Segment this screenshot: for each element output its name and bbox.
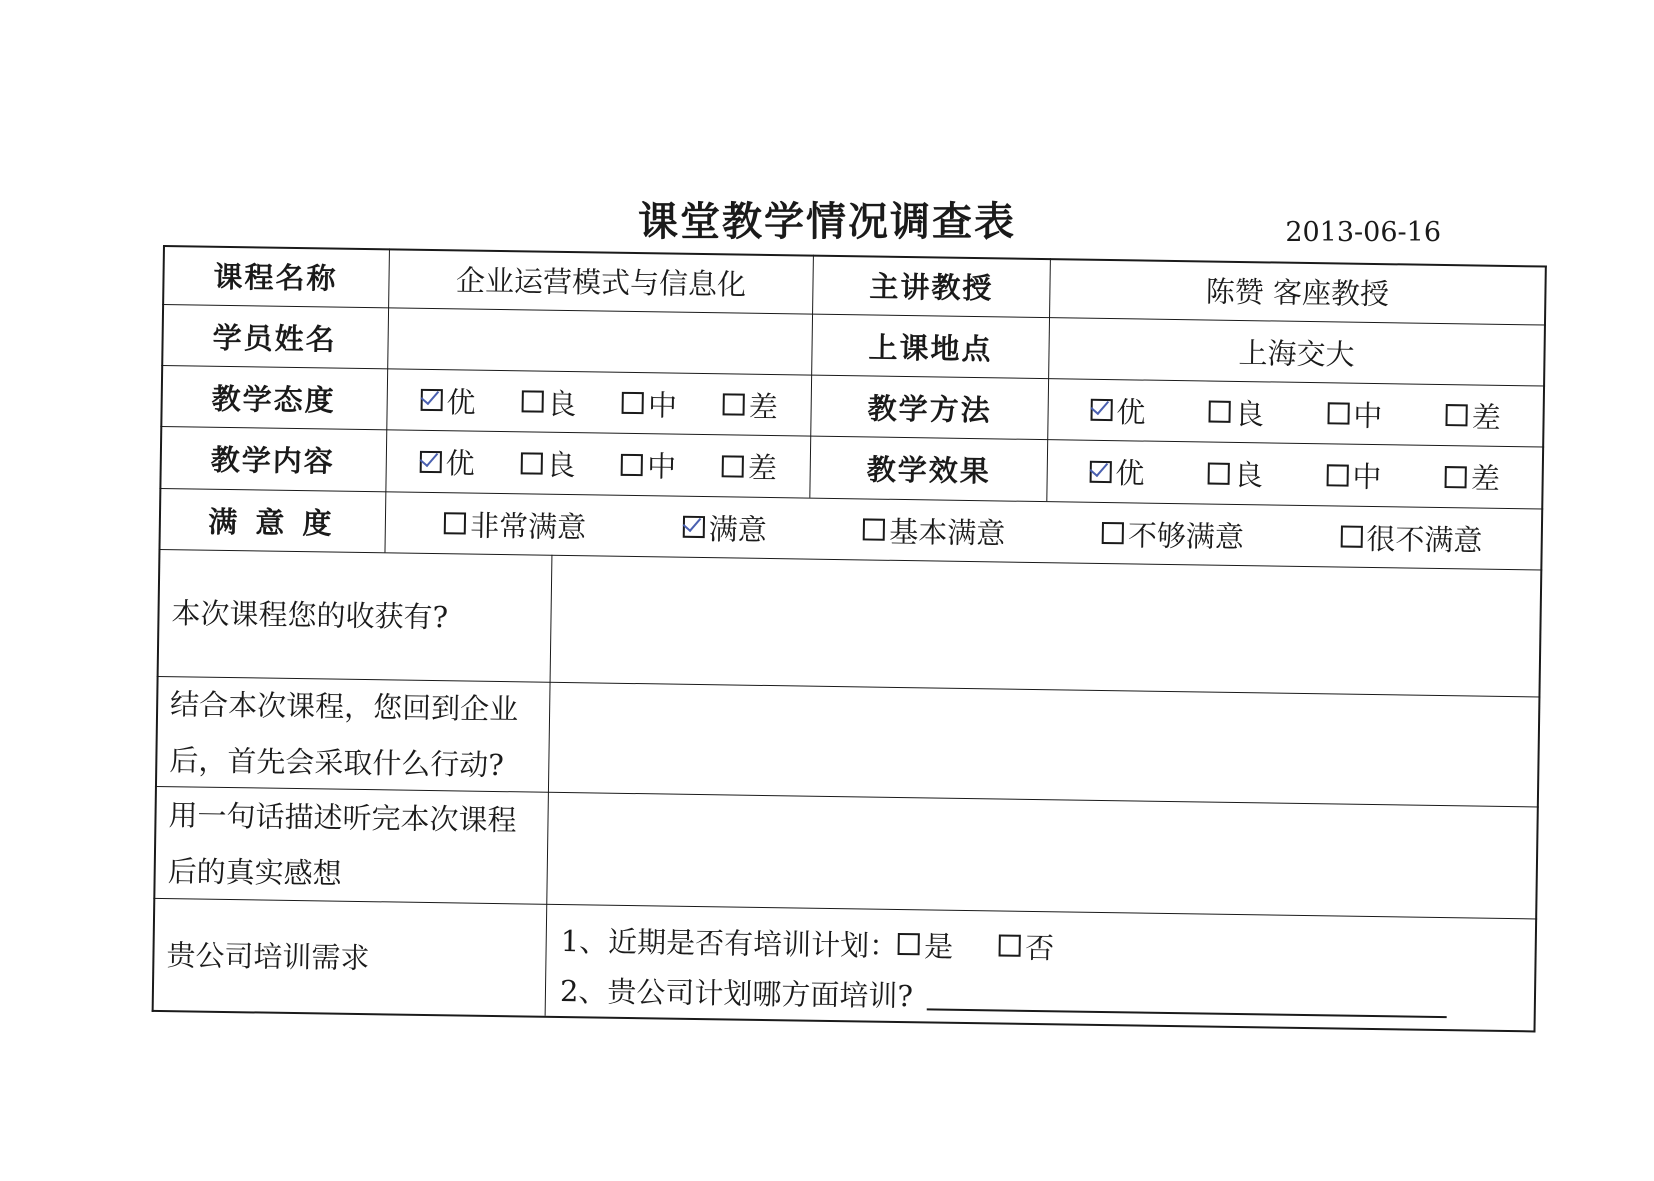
attitude-option-label: 良 (547, 386, 577, 421)
location-label: 上课地点 (868, 329, 993, 366)
satisfaction-option[interactable] (682, 506, 767, 548)
answer-actions-field[interactable] (549, 683, 1539, 807)
training-area-question: 2、贵公司计划哪方面培训? (559, 973, 914, 1013)
method-option-label: 优 (1116, 394, 1146, 430)
method-option[interactable] (1446, 395, 1502, 437)
question-training-needs: 贵公司培训需求 (166, 937, 370, 975)
form-date: 2013-06-16 (1285, 217, 1441, 248)
training-area-blank-line[interactable] (927, 978, 1447, 1018)
satisfaction-option[interactable] (863, 509, 1006, 552)
checkbox-icon[interactable] (1327, 402, 1349, 424)
satisfaction-option-label: 满意 (708, 511, 767, 547)
checkbox-icon[interactable] (444, 512, 466, 534)
question-gains: 本次课程您的收获有? (171, 596, 449, 635)
attitude-option-label: 差 (748, 389, 779, 424)
training-plan-yes-label: 是 (923, 928, 954, 964)
checkbox-icon[interactable] (1446, 404, 1468, 426)
effect-option-label: 良 (1233, 457, 1264, 493)
checkbox-icon[interactable] (1102, 522, 1124, 544)
effect-option[interactable] (1089, 451, 1145, 493)
teaching-effect-rating (1047, 440, 1542, 508)
checkbox-icon[interactable] (863, 518, 885, 540)
checkbox-icon[interactable] (898, 933, 920, 955)
content-option-label: 差 (747, 450, 778, 486)
form-title: 课堂教学情况调查表 (638, 199, 1016, 245)
checkbox-icon[interactable] (723, 393, 745, 415)
content-option[interactable] (419, 441, 475, 483)
training-area-row (560, 969, 1447, 1022)
training-plan-no-label: 否 (1024, 930, 1055, 965)
teaching-content-rating (386, 430, 810, 497)
satisfaction-option[interactable] (1102, 512, 1245, 555)
course-name-label: 课程名称 (213, 259, 338, 296)
location-value[interactable]: 上海交大 (1238, 335, 1355, 372)
training-plan-no-option[interactable] (999, 925, 1055, 967)
satisfaction-label: 满 意 度 (208, 504, 336, 541)
question-feeling-line2: 后的真实感想 (167, 853, 342, 891)
checked-checkbox-icon[interactable] (1090, 399, 1112, 421)
lecturer-value[interactable]: 陈赞 客座教授 (1205, 274, 1390, 312)
checkbox-icon[interactable] (622, 392, 644, 414)
student-name-field[interactable] (388, 308, 812, 374)
checkbox-icon[interactable] (1340, 526, 1362, 548)
checkbox-icon[interactable] (722, 455, 744, 477)
satisfaction-option-label: 很不满意 (1366, 521, 1483, 558)
checkbox-icon[interactable] (999, 934, 1021, 956)
checked-checkbox-icon[interactable] (683, 516, 705, 538)
method-option[interactable] (1209, 391, 1265, 433)
training-plan-row (560, 919, 1054, 966)
attitude-option[interactable] (723, 384, 779, 426)
checkbox-icon[interactable] (1445, 466, 1467, 488)
teaching-attitude-rating (387, 369, 811, 435)
checkbox-icon[interactable] (1326, 464, 1348, 486)
checked-checkbox-icon[interactable] (420, 389, 442, 411)
answer-feeling-field[interactable] (547, 793, 1537, 919)
question-feeling (153, 787, 548, 904)
satisfaction-option[interactable] (1340, 516, 1483, 559)
student-name-label: 学员姓名 (212, 320, 337, 357)
effect-option[interactable] (1208, 453, 1264, 495)
effect-option[interactable] (1445, 456, 1501, 498)
checkbox-icon[interactable] (521, 390, 543, 412)
satisfaction-option[interactable] (444, 503, 587, 546)
answer-gains-field[interactable] (551, 556, 1541, 697)
satisfaction-option-label: 非常满意 (469, 508, 587, 544)
checkbox-icon[interactable] (1209, 401, 1231, 423)
attitude-option-label: 中 (647, 387, 678, 423)
question-actions (155, 677, 550, 792)
checkbox-icon[interactable] (1208, 462, 1230, 484)
training-plan-yes-option[interactable] (898, 923, 954, 965)
question-feeling-line1: 用一句话描述听完本次课程 (168, 797, 517, 837)
lecturer-label: 主讲教授 (869, 269, 994, 306)
method-option-label: 良 (1234, 396, 1265, 431)
content-option-label: 良 (546, 447, 576, 483)
checkbox-icon[interactable] (520, 452, 542, 474)
method-option[interactable] (1327, 393, 1383, 435)
content-option[interactable] (722, 445, 778, 487)
question-actions-line2: 后，首先会采取什么行动? (169, 742, 505, 782)
teaching-method-label: 教学方法 (867, 390, 992, 427)
effect-option-label: 中 (1352, 459, 1382, 495)
checked-checkbox-icon[interactable] (1089, 460, 1111, 482)
content-option-label: 优 (445, 446, 475, 481)
checked-checkbox-icon[interactable] (420, 450, 442, 472)
method-option[interactable] (1090, 389, 1146, 431)
effect-option[interactable] (1326, 454, 1382, 496)
satisfaction-option-label: 基本满意 (889, 514, 1006, 551)
course-name-value[interactable]: 企业运营模式与信息化 (455, 263, 747, 302)
attitude-option[interactable] (521, 381, 577, 423)
teaching-content-label: 教学内容 (210, 442, 336, 479)
method-option-label: 差 (1471, 399, 1502, 435)
content-option[interactable] (520, 442, 576, 484)
training-plan-question: 1、近期是否有培训计划： (560, 923, 899, 963)
attitude-option[interactable] (622, 382, 678, 424)
attitude-option[interactable] (420, 379, 476, 421)
teaching-attitude-label: 教学态度 (211, 381, 336, 418)
survey-table (151, 245, 1547, 1087)
method-option-label: 中 (1353, 398, 1383, 433)
teaching-method-rating (1048, 379, 1543, 446)
satisfaction-option-label: 不够满意 (1127, 517, 1245, 554)
question-actions-line1: 结合本次课程，您回到企业 (169, 686, 519, 726)
teaching-effect-label: 教学效果 (866, 452, 991, 489)
effect-option-label: 优 (1115, 456, 1145, 491)
effect-option-label: 差 (1470, 461, 1501, 496)
checkbox-icon[interactable] (621, 453, 643, 475)
content-option[interactable] (621, 444, 677, 486)
content-option-label: 中 (646, 449, 677, 484)
attitude-option-label: 优 (446, 384, 476, 420)
